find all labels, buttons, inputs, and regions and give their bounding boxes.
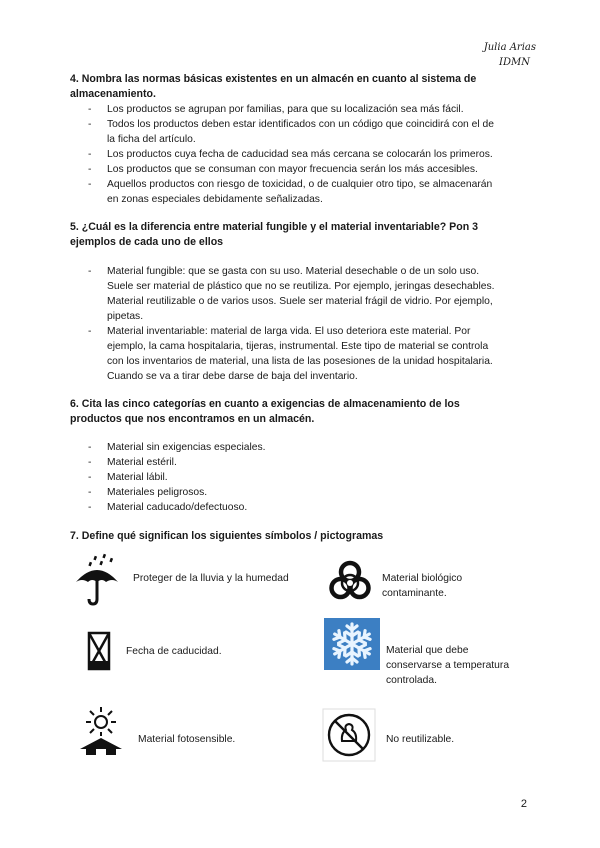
sun-label: Material fotosensible. <box>138 734 236 745</box>
q5-title-line: 5. ¿Cuál es la diferencia entre material fungible y el material inventariable? Pon 3 <box>70 221 478 233</box>
hourglass-icon <box>86 630 114 672</box>
biohazard-label: Material biológico contaminante. <box>382 573 463 599</box>
q4-title-line: almacenamiento. <box>70 88 156 100</box>
q7-title: 7. Define qué significan los siguientes símbolos / pictogramas <box>70 530 384 542</box>
q6-title-line: productos que nos encontramos en un almacén. <box>70 413 315 425</box>
snowflake-icon <box>324 618 380 670</box>
umbrella-label: Proteger de la lluvia y la humedad <box>133 573 289 584</box>
q5-title <box>70 220 530 250</box>
list-item: Los productos que se consuman con mayor frecuencia serán los más accesibles. <box>107 164 478 175</box>
q6-title <box>70 397 530 427</box>
snowflake-label: Material que debe conservarse a temperatura controlada. <box>386 645 510 686</box>
document-page: Julia Arias IDMN 4. Nombra las normas básicas existentes en un almacén en cuanto al sistema de almacenamiento. - Los productos se agrupan por familias, para que su localización sea más fácil. - Todos los productos deben estar identificados con un código que coincidirá con el de la ficha del artículo. - Los productos cuya fecha de caducidad sea más cercana se colocarán los primeros. - Los productos que se consuman con mayor frecuencia serán los más accesibles. - Aquellos productos con riesgo de toxicidad, o de cualquier otro tipo, se almacenarán en zonas especiales debidamente señalizadas. 5. ¿Cuál es la diferencia entre material fungible y el material inventariable? Pon 3 ejemplos de cada uno de ellos - Material fungible: que se gasta con su uso. Material desechable o de un solo uso. Suele ser material de plástico que no se reutiliza. Por ejemplo, jeringas desechables. Material reutilizable o de varios usos. Suele ser material frágil de vidrio. Por ejemplo, pipetas. - Material inventariable: material de larga vida. El uso deteriora este material. Por ejemplo, la cama hospitalaria, tijeras, instrumental. Este tipo de material se controla con los inventarios de material, una lista de las posesiones de la unidad hospitalaria. Cuando se va a tirar debe darse de baja del inventario. 6. Cita las cinco categorías en cuanto a exigencias de almacenamiento de los productos que nos encontramos en un almacén. - Material sin exigencias especiales. - Material estéril. - Material lábil. - Materiales peligrosos. - Material caducado/defectuoso. 7. Define qué significan los siguientes símbolos / pictogramas Proteger de la lluvia y la humedad Material biológico contaminante. Fecha de caducidad. Material que debe conservarse a temperatura controlada. Material fotosensible. No reutilizable. 2 <box>70 42 536 810</box>
no-reuse-icon <box>322 708 376 762</box>
biohazard-icon <box>325 557 375 607</box>
list-item: Material sin exigencias especiales. <box>107 442 266 453</box>
q5-title-line: ejemplos de cada uno de ellos <box>70 236 224 248</box>
list-item: Material lábil. <box>107 472 168 483</box>
umbrella-icon <box>72 552 122 607</box>
list-item: Materiales peligrosos. <box>107 487 208 498</box>
list-item: Material estéril. <box>107 457 177 468</box>
hourglass-label: Fecha de caducidad. <box>126 646 222 657</box>
list-item: Los productos cuya fecha de caducidad sea más cercana se colocarán los primeros. <box>107 149 493 160</box>
list-item: Aquellos productos con riesgo de toxicidad, o de cualquier otro tipo, se almacenarán en zonas especiales debidamente señalizadas. <box>107 179 493 205</box>
q6-title-line: 6. Cita las cinco categorías en cuanto a exigencias de almacenamiento de los <box>70 398 460 410</box>
list-item: Material inventariable: material de larga vida. El uso deteriora este material. Por ejemplo, la cama hospitalaria, tijeras, instrumental. Este tipo de material se controla con los inventarios de material, una lista de las posesiones de la unidad hospitalaria. Cuando se va a tirar debe darse de baja del inventario. <box>107 326 493 382</box>
page-number: 2 <box>520 798 527 810</box>
no-reuse-label: No reutilizable. <box>386 734 455 745</box>
list-item: Todos los productos deben estar identificados con un código que coincidirá con el de la ficha del artículo. <box>107 119 494 145</box>
sun-icon <box>74 705 128 757</box>
list-item: Material fungible: que se gasta con su uso. Material desechable o de un solo uso. Suele ser material de plástico que no se reutiliza. Por ejemplo, jeringas desechables. Material reutilizable o de varios usos. Suele ser material frágil de vidrio. Por ejemplo, pipetas. <box>107 266 495 322</box>
q4-title-line: 4. Nombra las normas básicas existentes en un almacén en cuanto al sistema de <box>70 73 477 85</box>
course-code: IDMN <box>499 57 530 68</box>
q4-title <box>70 72 530 102</box>
list-item: Los productos se agrupan por familias, para que su localización sea más fácil. <box>107 104 464 115</box>
list-item: Material caducado/defectuoso. <box>107 502 248 513</box>
author-name: Julia Arias <box>483 42 536 53</box>
